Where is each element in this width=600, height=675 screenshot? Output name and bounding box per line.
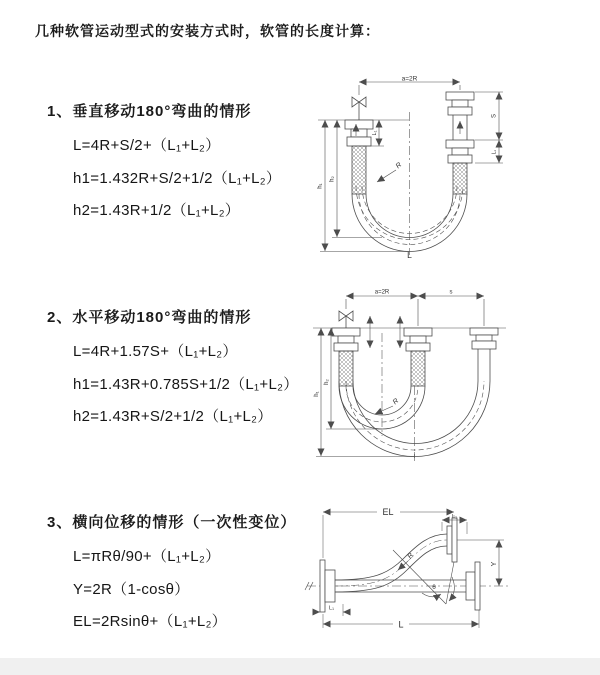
radius-leader bbox=[375, 406, 393, 414]
right-fitting bbox=[470, 328, 498, 349]
section-lateral-displacement bbox=[47, 511, 296, 639]
right-fitting-lower bbox=[446, 140, 474, 163]
dim-width bbox=[359, 82, 460, 95]
dim-el bbox=[323, 512, 454, 561]
length-label: L bbox=[398, 619, 404, 630]
left-fitting bbox=[332, 328, 360, 351]
formula-line: h2=1.43R+1/2（L₁+L₂） bbox=[73, 202, 241, 219]
formula-line: h2=1.43R+S/2+1/2（L₁+L₂） bbox=[73, 408, 273, 425]
formula-line: h1=1.43R+0.785S+1/2（L₁+L₂） bbox=[73, 375, 299, 393]
section-heading: 2、水平移动180°弯曲的情形 bbox=[47, 309, 252, 326]
upper-flange bbox=[447, 518, 457, 562]
angle-construction bbox=[393, 550, 454, 604]
formula-line: h1=1.432R+S/2+1/2（L₁+L₂） bbox=[73, 169, 282, 187]
formula-line: EL=2Rsinθ+（L₁+L₂） bbox=[73, 613, 227, 630]
formula-line: Y=2R（1-cosθ） bbox=[73, 580, 190, 598]
formula-line: L=πRθ/90+（L₁+L₂） bbox=[73, 548, 221, 565]
dim-fitting-length bbox=[370, 316, 400, 348]
dim-label-h1: h₁ bbox=[317, 183, 324, 189]
dim-label-l1-bottom: L₁ bbox=[329, 605, 334, 612]
dim-label-h2: h₂ bbox=[329, 176, 336, 182]
radius-label: R bbox=[391, 397, 401, 407]
page-bottom-edge bbox=[0, 658, 600, 675]
valve-icon bbox=[339, 311, 353, 328]
formula-line: L=4R+1.57S+（L₁+L₂） bbox=[73, 343, 238, 360]
left-braid-section bbox=[352, 146, 366, 194]
dim-label-l1-right: L₁ bbox=[491, 149, 498, 155]
section-horizontal-movement bbox=[47, 306, 299, 434]
left-flange bbox=[320, 560, 335, 612]
section-heading: 3、横向位移的情形（一次性变位） bbox=[47, 514, 297, 531]
page-title: 几种软管运动型式的安装方式时，软管的长度计算： bbox=[35, 23, 380, 39]
dim-label-s: S bbox=[491, 113, 498, 119]
middle-braid-section bbox=[411, 351, 425, 386]
dim-label-l1-left: L₁ bbox=[372, 130, 378, 136]
right-braid-section bbox=[453, 163, 467, 194]
section-vertical-movement bbox=[47, 100, 281, 228]
dim-label-h2: h₂ bbox=[324, 379, 330, 385]
formula-line: L=4R+S/2+（L₁+L₂） bbox=[73, 137, 221, 154]
valve-icon bbox=[352, 97, 366, 120]
diagram-horizontal-180-bend bbox=[310, 286, 555, 462]
angle-label: θ bbox=[432, 584, 436, 591]
dim-width bbox=[346, 296, 484, 326]
left-braid-section bbox=[339, 351, 353, 386]
dim-label-s: s bbox=[449, 289, 453, 296]
length-label: L bbox=[407, 250, 412, 259]
dim-label-width: a=2R bbox=[374, 289, 390, 296]
middle-fitting bbox=[404, 328, 432, 351]
left-fitting bbox=[345, 120, 373, 146]
dim-label-width: a=2R bbox=[401, 75, 418, 83]
radius-label: R bbox=[394, 161, 404, 171]
radius-label: R bbox=[406, 551, 416, 561]
diagram-vertical-180-bend bbox=[312, 74, 527, 259]
diagram-lateral-displacement bbox=[303, 498, 578, 638]
dim-s-right bbox=[475, 92, 503, 163]
right-fitting-upper bbox=[446, 92, 474, 115]
dim-label-l1-top: L₁ bbox=[452, 514, 457, 520]
dim-label-el: EL bbox=[382, 507, 394, 517]
right-flange bbox=[466, 562, 480, 610]
section-heading: 1、垂直移动180°弯曲的情形 bbox=[47, 103, 252, 120]
radius-leader bbox=[377, 170, 396, 182]
hose-displaced-curve bbox=[335, 534, 447, 592]
dim-label-y: Y bbox=[491, 561, 498, 567]
dim-label-h1: h₁ bbox=[314, 391, 320, 397]
